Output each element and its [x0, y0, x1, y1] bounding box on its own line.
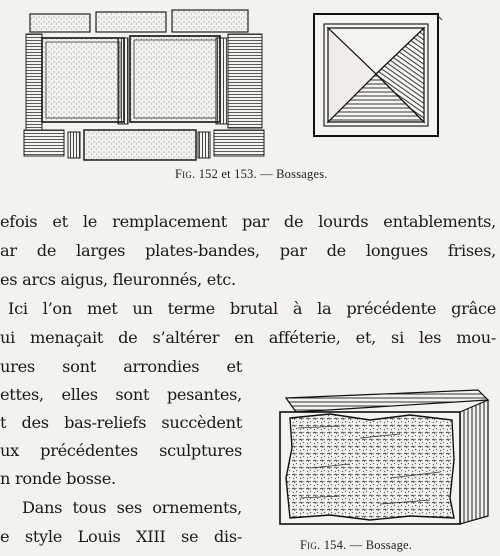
body-line-4: Ici l’on met un terme brutal à la précédente grâce	[8, 299, 496, 318]
body-line-7: ettes, elles sont pesantes,	[0, 385, 242, 404]
body-line-11: Dans tous ses ornements,	[22, 498, 242, 517]
body-line-3: es arcs aigus, fleuronnés, etc.	[0, 270, 236, 289]
figure-154-rough-bossage	[270, 368, 496, 528]
figure-caption-154: Fig. 154. — Bossage.	[300, 538, 413, 552]
figure-caption-152-153: Fig. 152 et 153. — Bossages.	[175, 167, 328, 181]
body-line-10: n ronde bosse.	[0, 469, 116, 488]
figure-152-masonry-wall	[18, 6, 276, 164]
body-line-8: t des bas-reliefs succèdent	[0, 413, 242, 432]
body-line-1: efois et le remplacement par de lourds entablements,	[0, 212, 496, 231]
body-line-2: ar de larges plates-bandes, par de longues frises,	[0, 241, 496, 260]
body-line-5: ui menaçait de s’altérer en afféterie, et, si les mou-	[0, 328, 496, 347]
body-line-12: e style Louis XIII se dis-	[0, 527, 242, 546]
body-line-6: ures sont arrondies et	[0, 357, 242, 376]
body-line-9: ux précédentes sculptures	[0, 441, 242, 460]
figure-153-diamond-bossage	[308, 10, 448, 142]
